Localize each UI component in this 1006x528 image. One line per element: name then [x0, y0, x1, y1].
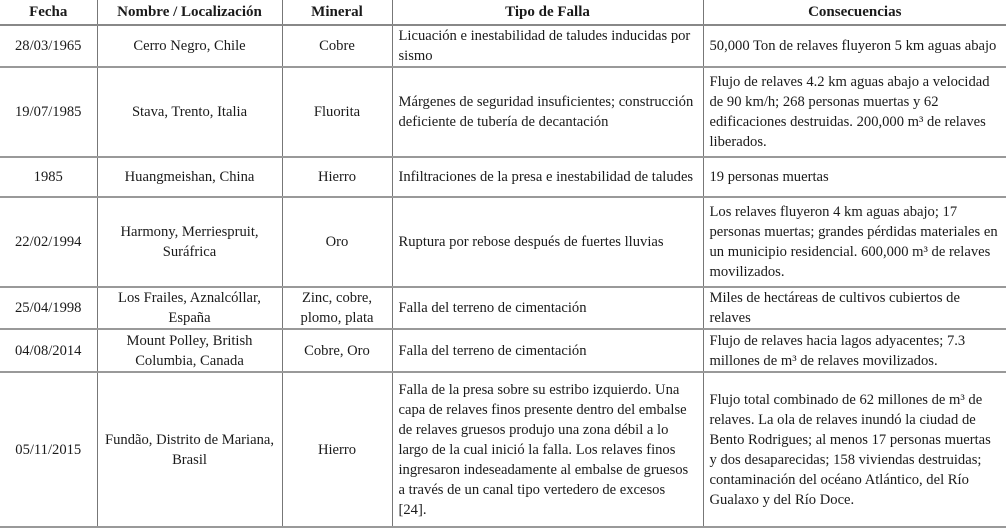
cell-fecha: 19/07/1985 [0, 67, 97, 157]
table-row [0, 67, 1006, 157]
header-row [0, 0, 1006, 25]
table-row [0, 197, 1006, 287]
cell-nombre: Cerro Negro, Chile [97, 25, 282, 67]
cell-tipo: Infiltraciones de la presa e inestabilidad de taludes [392, 157, 703, 197]
cell-tipo: Falla del terreno de cimentación [392, 287, 703, 329]
cell-mineral: Zinc, cobre, plomo, plata [282, 287, 392, 329]
header-mineral: Mineral [282, 0, 392, 25]
table-row [0, 157, 1006, 197]
cell-consecuencias: Flujo total combinado de 62 millones de m³ de relaves. La ola de relaves inundó la ciudad de Bento Rodrigues; al menos 17 personas muertas y dos desaparecidas; 158 viviendas destruidas; contaminación del océano Atlántico, del Río Gualaxo y del Río Doce. [703, 372, 1006, 527]
cell-nombre: Stava, Trento, Italia [97, 67, 282, 157]
cell-consecuencias: Flujo de relaves 4.2 km aguas abajo a velocidad de 90 km/h; 268 personas muertas y 62 edificaciones destruidas. 200,000 m³ de relaves liberados. [703, 67, 1006, 157]
cell-mineral: Cobre [282, 25, 392, 67]
cell-consecuencias: Flujo de relaves hacia lagos adyacentes; 7.3 millones de m³ de relaves movilizados. [703, 329, 1006, 372]
cell-tipo: Márgenes de seguridad insuficientes; construcción deficiente de tubería de decantación [392, 67, 703, 157]
cell-mineral: Cobre, Oro [282, 329, 392, 372]
cell-tipo: Ruptura por rebose después de fuertes lluvias [392, 197, 703, 287]
table-row [0, 329, 1006, 372]
cell-nombre: Fundão, Distrito de Mariana, Brasil [97, 372, 282, 527]
cell-nombre: Los Frailes, Aznalcóllar, España [97, 287, 282, 329]
cell-mineral: Hierro [282, 372, 392, 527]
table-row [0, 25, 1006, 67]
cell-mineral: Hierro [282, 157, 392, 197]
cell-consecuencias: 19 personas muertas [703, 157, 1006, 197]
cell-tipo: Falla del terreno de cimentación [392, 329, 703, 372]
cell-fecha: 25/04/1998 [0, 287, 97, 329]
cell-tipo: Falla de la presa sobre su estribo izquierdo. Una capa de relaves finos presente dentro del embalse de relaves gruesos produjo una zona débil a lo largo de la cual inició la falla. Los relaves finos ingresaron indeseadamente al embalse de gruesos a través de un canal tipo vertedero de excesos [24]. [392, 372, 703, 527]
table-body [0, 25, 1006, 527]
cell-nombre: Huangmeishan, China [97, 157, 282, 197]
header-fecha: Fecha [0, 0, 97, 25]
cell-nombre: Harmony, Merriespruit, Suráfrica [97, 197, 282, 287]
cell-fecha: 1985 [0, 157, 97, 197]
header-tipo-falla: Tipo de Falla [392, 0, 703, 25]
cell-nombre: Mount Polley, British Columbia, Canada [97, 329, 282, 372]
cell-consecuencias: Los relaves fluyeron 4 km aguas abajo; 17 personas muertas; grandes pérdidas materiales en un municipio residencial. 600,000 m³ de relaves movilizados. [703, 197, 1006, 287]
cell-fecha: 04/08/2014 [0, 329, 97, 372]
header-consecuencias: Consecuencias [703, 0, 1006, 25]
cell-fecha: 05/11/2015 [0, 372, 97, 527]
table-row [0, 372, 1006, 527]
cell-mineral: Oro [282, 197, 392, 287]
cell-consecuencias: 50,000 Ton de relaves fluyeron 5 km aguas abajo [703, 25, 1006, 67]
cell-mineral: Fluorita [282, 67, 392, 157]
cell-fecha: 22/02/1994 [0, 197, 97, 287]
cell-tipo: Licuación e inestabilidad de taludes inducidas por sismo [392, 25, 703, 67]
cell-fecha: 28/03/1965 [0, 25, 97, 67]
cell-consecuencias: Miles de hectáreas de cultivos cubiertos de relaves [703, 287, 1006, 329]
table-row [0, 287, 1006, 329]
header-nombre: Nombre / Localización [97, 0, 282, 25]
